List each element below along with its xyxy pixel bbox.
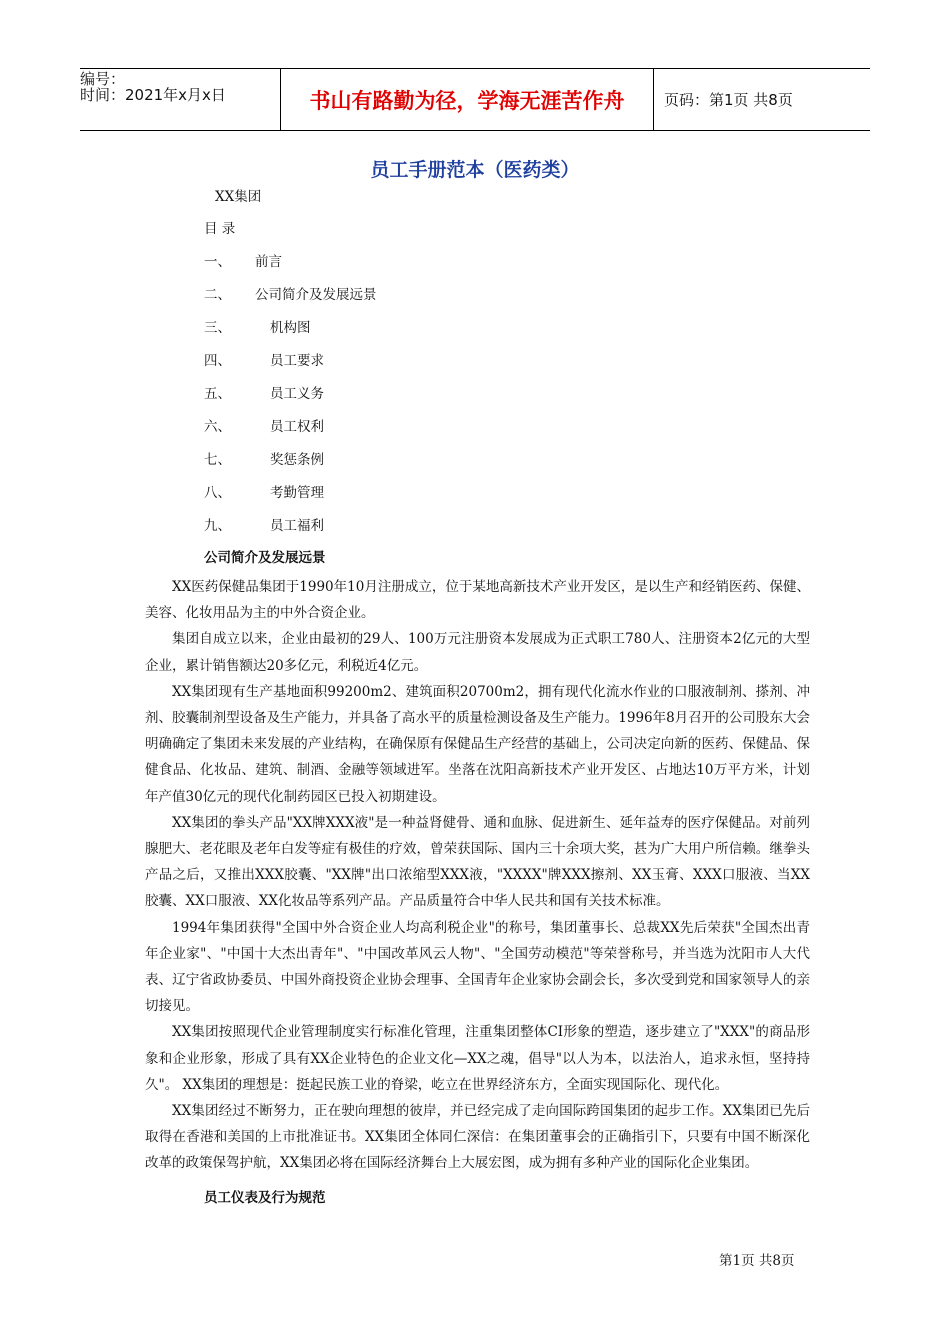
toc-number: 五、: [204, 386, 231, 402]
toc-number: 一、: [204, 254, 231, 270]
toc-number: 八、: [204, 485, 231, 501]
toc-number: 九、: [204, 518, 231, 534]
header-motto: 书山有路勤为径，学海无涯苦作舟: [281, 69, 654, 130]
paragraph: 集团自成立以来，企业由最初的29人、100万元注册资本发展成为正式职工780人、注册资本2亿元的大型企业，累计销售额达20多亿元，利税近4亿元。: [145, 631, 810, 674]
page-footer: 第1页 共8页: [719, 1253, 795, 1269]
number-label: 编号：: [80, 70, 126, 88]
section-heading-conduct: 员工仪表及行为规范: [204, 1190, 326, 1206]
body-text: [145, 574, 810, 1177]
toc-item-company-intro: 公司简介及发展远景: [255, 287, 377, 303]
toc-number: 二、: [204, 287, 231, 303]
toc-item-obligations: 员工义务: [270, 386, 324, 402]
toc-number: 七、: [204, 452, 231, 468]
header-page-label: 页码：第1页 共8页: [664, 91, 793, 109]
toc-number: 三、: [204, 320, 231, 336]
toc-number: 六、: [204, 419, 231, 435]
paragraph: XX集团按照现代企业管理制度实行标准化管理，注重集团整体CI形象的塑造，逐步建立了"XXX"的商品形象和企业形象，形成了具有XX企业特色的企业文化—XX之魂，倡导"以人为本，以法治人，追求永恒，坚持持久"。 XX集团的理想是：挺起民族工业的脊梁，屹立在世界经济东方，全面实现国际化、现代化。: [145, 1024, 810, 1093]
toc-item-rights: 员工权利: [270, 419, 324, 435]
paragraph: 1994年集团获得"全国中外合资企业人均高利税企业"的称号，集团董事长、总裁XX先后荣获"全国杰出青年企业家"、"中国十大杰出青年"、"中国改革风云人物"、"全国劳动模范"等荣誉称号，并当选为沈阳市人大代表、辽宁省政协委员、中国外商投资企业协会理事、全国青年企业家协会副会长，多次受到党和国家领导人的亲切接见。: [145, 919, 810, 1015]
header-info-cell: [80, 69, 281, 130]
toc-item-org-chart: 机构图: [270, 320, 311, 336]
toc-item-attendance: 考勤管理: [270, 485, 324, 501]
paragraph: XX医药保健品集团于1990年10月注册成立，位于某地高新技术产业开发区，是以生产和经销医药、保健、美容、化妆用品为主的中外合资企业。: [145, 579, 810, 622]
paragraph: XX集团现有生产基地面积99200m2、建筑面积20700m2，拥有现代化流水作业的口服液制剂、搽剂、冲剂、胶囊制剂型设备及生产能力，并具备了高水平的质量检测设备及生产能力。1996年8月召开的公司股东大会明确确定了集团未来发展的产业结构，在确保原有保健品生产经营的基础上，公司决定向新的医药、保健品、保健食品、化妆品、建筑、制酒、金融等领域进军。坐落在沈阳高新技术产业开发区、占地达10万平方米，计划年产值30亿元的现代化制药园区已投入初期建设。: [145, 683, 810, 805]
page-header: [80, 68, 870, 131]
section-heading-company-intro: 公司简介及发展远景: [204, 550, 326, 566]
toc-number: 四、: [204, 353, 231, 369]
toc-item-preface: 前言: [255, 254, 282, 270]
document-title: 员工手册范本（医药类）: [370, 159, 580, 181]
company-name: XX集团: [215, 189, 262, 205]
paragraph: XX集团的拳头产品"XX牌XXX液"是一种益肾健骨、通和血脉、促进新生、延年益寿的医疗保健品。对前列腺肥大、老花眼及老年白发等症有极佳的疗效，曾荣获国际、国内三十余项大奖，甚为广大用户所信赖。继拳头产品之后，又推出XXX胶囊、"XX牌"出口浓缩型XXX液，"XXXX"牌XXX擦剂、XX玉膏、XXX口服液、当XX胶囊、XX口服液、XX化妆品等系列产品。产品质量符合中华人民共和国有关技术标准。: [145, 814, 810, 910]
paragraph: XX集团经过不断努力，正在驶向理想的彼岸，并已经完成了走向国际跨国集团的起步工作。XX集团已先后取得在香港和美国的上市批准证书。XX集团全体同仁深信：在集团董事会的正确指引下，只要有中国不断深化改革的政策保驾护航，XX集团必将在国际经济舞台上大展宏图，成为拥有多种产业的国际化企业集团。: [145, 1103, 810, 1172]
toc-item-requirements: 员工要求: [270, 353, 324, 369]
toc-heading: 目 录: [204, 221, 236, 237]
time-label: 时间：2021年x月x日: [80, 86, 226, 104]
toc-item-benefits: 员工福利: [270, 518, 324, 534]
toc-item-rewards: 奖惩条例: [270, 452, 324, 468]
